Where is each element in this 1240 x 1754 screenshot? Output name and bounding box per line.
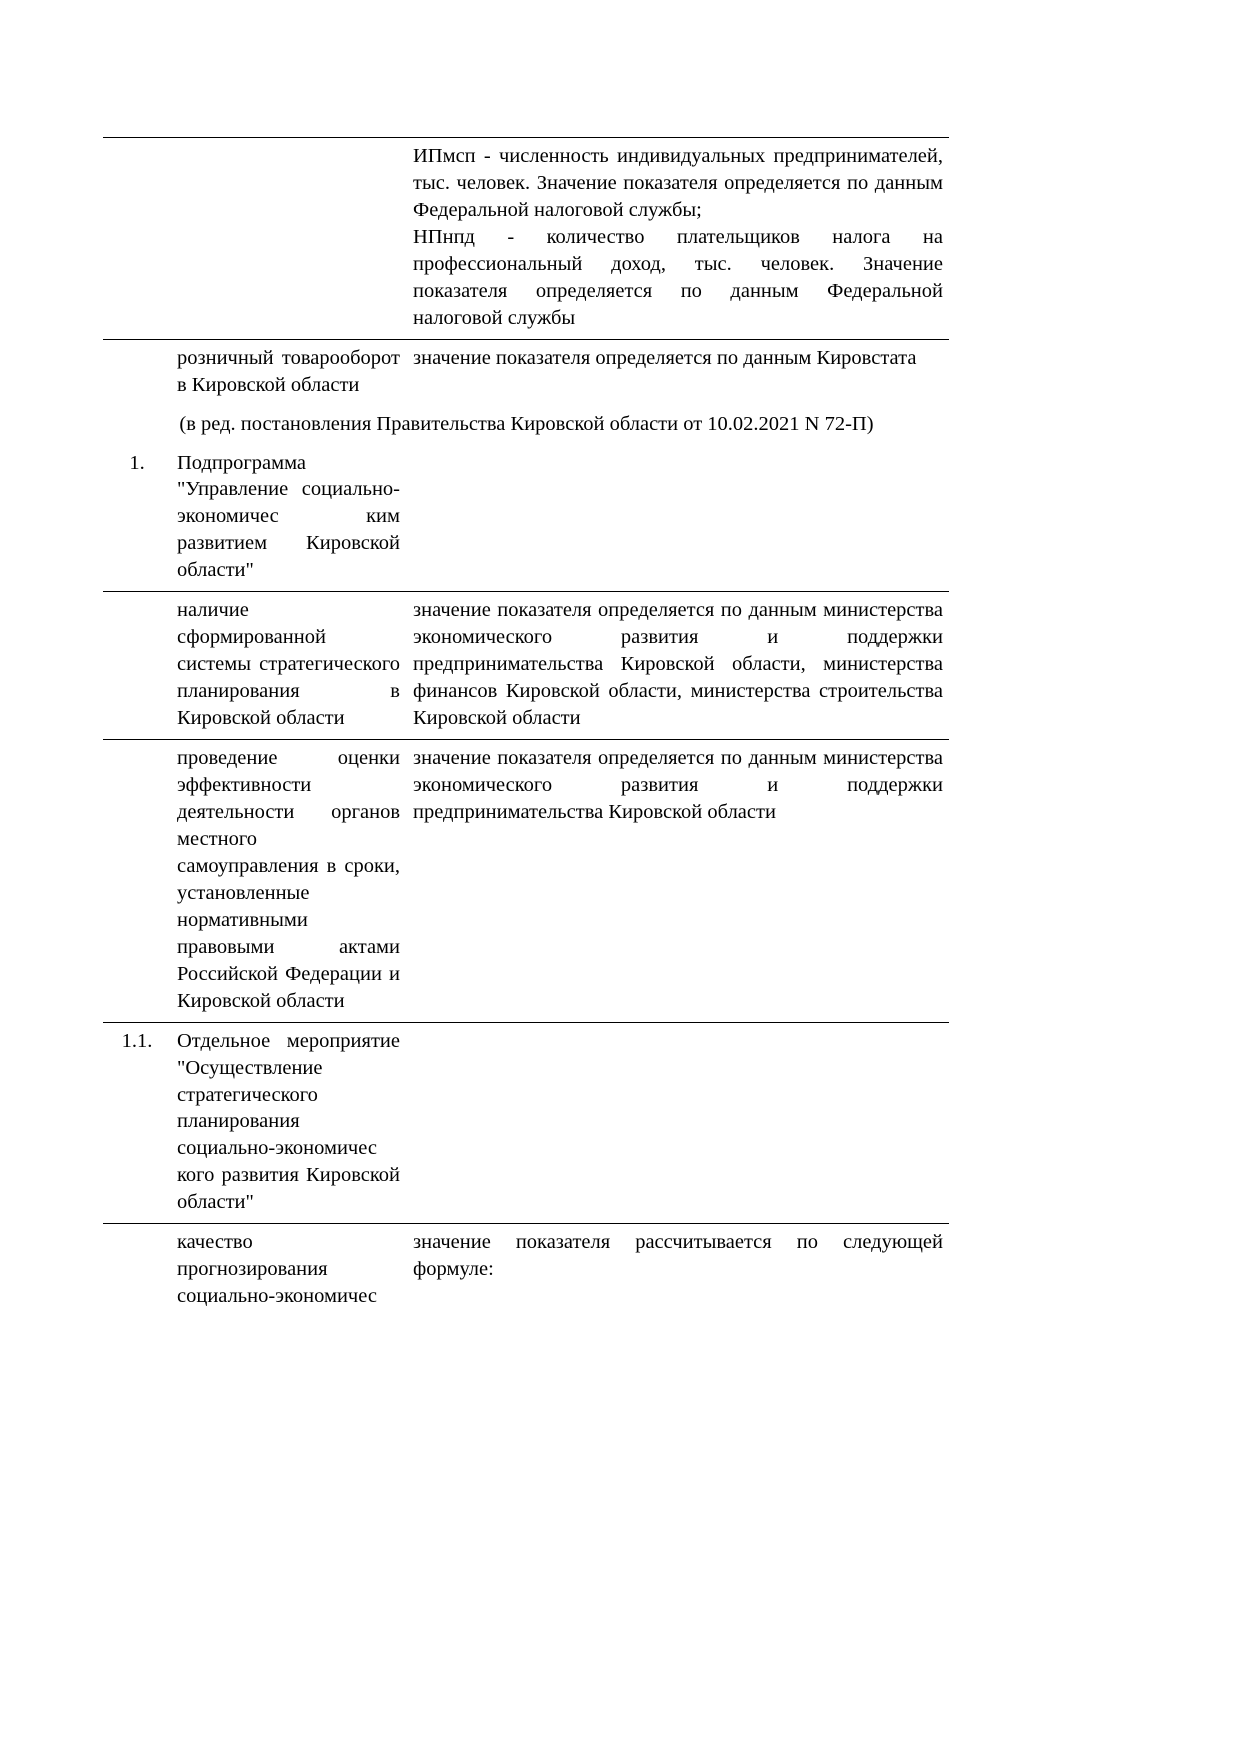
- row-number-cell: [103, 138, 170, 340]
- indicator-description-cell: [406, 445, 949, 592]
- indicator-description-cell: значение показателя определяется по данным министерства экономического развития и поддержки предпринимательства Кировской области, министерства финансов Кировской области, министерства строительства Кировской области: [406, 592, 949, 740]
- description-paragraph: ИПмсп - численность индивидуальных предпринимателей, тыс. человек. Значение показателя определяется по данным Федеральной налоговой службы;: [413, 145, 943, 221]
- table-row: [103, 339, 949, 405]
- amendment-note-row: [103, 406, 949, 445]
- row-number-cell: 1.: [129, 451, 145, 474]
- row-number-cell: [103, 1224, 170, 1317]
- table-row: [103, 1022, 949, 1224]
- table-row: [103, 138, 949, 340]
- indicators-table: [103, 137, 949, 1317]
- indicator-name-cell: Подпрограмма "Управление социально-экономичес ким развитием Кировской области": [177, 451, 400, 582]
- row-number-cell: 1.1.: [103, 1022, 170, 1224]
- table-row: [103, 1224, 949, 1317]
- row-number-cell: [103, 740, 170, 1023]
- amendment-note: (в ред. постановления Правительства Кировской области от 10.02.2021 N 72-П): [179, 412, 874, 435]
- indicator-name-cell: розничный товарооборот в Кировской области: [170, 339, 406, 405]
- indicator-name-cell: проведение оценки эффективности деятельности органов местного самоуправления в сроки, установленные нормативными правовыми актами Российской Федерации и Кировской области: [170, 740, 406, 1023]
- indicator-description-cell: значение показателя определяется по данным Кировстата: [406, 339, 949, 405]
- row-number-cell: [103, 592, 170, 740]
- description-paragraph: НПнпд - количество плательщиков налога на профессиональный доход, тыс. человек. Значение показателя определяется по данным Федеральной налоговой службы: [413, 225, 943, 329]
- row-number-cell: [103, 339, 170, 405]
- indicator-description-cell: значение показателя рассчитывается по следующей формуле:: [406, 1224, 949, 1317]
- indicator-name-cell: [170, 138, 406, 340]
- indicator-name-cell: наличие сформированной системы стратегического планирования в Кировской области: [170, 592, 406, 740]
- table-row: [103, 592, 949, 740]
- indicator-name-cell: Отдельное мероприятие "Осуществление стратегического планирования социально-экономичес кого развития Кировской области": [170, 1022, 406, 1224]
- table-row: [103, 740, 949, 1023]
- indicator-description-cell: [406, 138, 949, 340]
- indicator-description-cell: значение показателя определяется по данным министерства экономического развития и поддержки предпринимательства Кировской области: [406, 740, 949, 1023]
- table-row: [103, 445, 949, 592]
- indicator-name-cell: качество прогнозирования социально-экономичес: [170, 1224, 406, 1317]
- indicator-description-cell: [406, 1022, 949, 1224]
